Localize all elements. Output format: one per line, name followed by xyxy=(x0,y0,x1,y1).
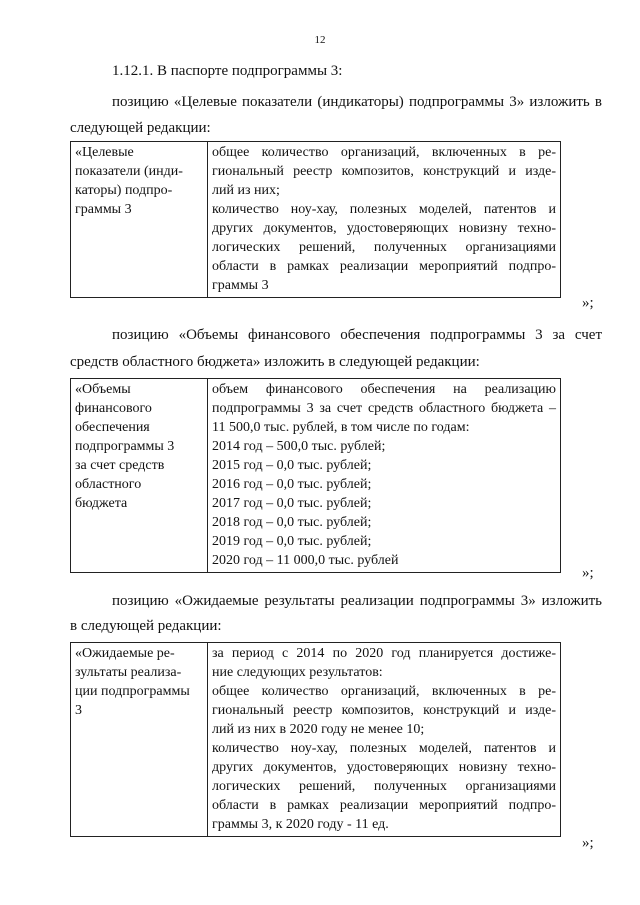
section-2-closing-quote: »; xyxy=(582,565,594,581)
funding-table xyxy=(70,378,561,573)
page-number: 12 xyxy=(314,34,326,46)
indicators-label-cell xyxy=(71,142,208,298)
value-line: общее количество организаций, включенных в ре- xyxy=(212,684,556,699)
label-line: за счет средств xyxy=(75,458,165,473)
label-line: обеспечения xyxy=(75,420,150,435)
value-line: области в рамках реализации мероприятий подпро- xyxy=(212,798,556,813)
section-2-intro-line-2: средств областного бюджета» изложить в следующей редакции: xyxy=(70,354,480,370)
value-line: подпрограммы 3 за счет средств областного бюджета – xyxy=(212,401,556,416)
value-line: 11 500,0 тыс. рублей, в том числе по годам: xyxy=(212,420,470,435)
section-3-intro-line-1: позицию «Ожидаемые результаты реализации подпрограммы 3» изложить xyxy=(112,593,602,609)
value-line: логических решений, полученных организациями xyxy=(212,240,556,255)
label-line: граммы 3 xyxy=(75,202,132,217)
year-line: 2020 год – 11 000,0 тыс. рублей xyxy=(212,553,399,568)
year-line: 2016 год – 0,0 тыс. рублей; xyxy=(212,477,372,492)
value-line: лий из них; xyxy=(212,183,280,198)
label-line: бюджета xyxy=(75,496,128,511)
year-line: 2015 год – 0,0 тыс. рублей; xyxy=(212,458,372,473)
results-table xyxy=(70,642,561,837)
table-row xyxy=(71,643,561,837)
label-line: финансового xyxy=(75,401,152,416)
label-line: 3 xyxy=(75,703,82,718)
table-row xyxy=(71,379,561,573)
results-value-cell xyxy=(208,643,561,837)
value-line: общее количество организаций, включенных в ре- xyxy=(212,145,556,160)
label-line: областного xyxy=(75,477,142,492)
label-line: «Объемы xyxy=(75,382,131,397)
label-line: зультаты реализа- xyxy=(75,665,182,680)
section-3-intro-line-2: в следующей редакции: xyxy=(70,618,222,634)
value-line: лий из них в 2020 году не менее 10; xyxy=(212,722,425,737)
section-1-closing-quote: »; xyxy=(582,295,594,311)
section-1-intro-line-1: позицию «Целевые показатели (индикаторы) подпрограммы 3» изложить в xyxy=(112,94,602,110)
value-line: за период с 2014 по 2020 год планируется достиже- xyxy=(212,646,556,661)
label-line: ции подпрограммы xyxy=(75,684,190,699)
value-line: логических решений, полученных организациями xyxy=(212,779,556,794)
value-line: гиональный реестр композитов, конструкций и изде- xyxy=(212,164,556,179)
value-line: граммы 3, к 2020 году - 11 ед. xyxy=(212,817,389,832)
value-line: других документов, удостоверяющих новизну техно- xyxy=(212,760,556,775)
funding-label-cell xyxy=(71,379,208,573)
indicators-value-cell xyxy=(208,142,561,298)
indicators-table xyxy=(70,141,561,298)
section-1-intro-line-2: следующей редакции: xyxy=(70,120,211,136)
value-line: гиональный реестр композитов, конструкций и изде- xyxy=(212,703,556,718)
year-line: 2018 год – 0,0 тыс. рублей; xyxy=(212,515,372,530)
value-line: ние следующих результатов: xyxy=(212,665,383,680)
label-line: показатели (инди- xyxy=(75,164,183,179)
value-line: объем финансового обеспечения на реализацию xyxy=(212,382,556,397)
section-heading: 1.12.1. В паспорте подпрограммы 3: xyxy=(112,63,343,79)
value-line: количество ноу-хау, полезных моделей, патентов и xyxy=(212,202,556,217)
year-line: 2017 год – 0,0 тыс. рублей; xyxy=(212,496,372,511)
value-line: других документов, удостоверяющих новизну техно- xyxy=(212,221,556,236)
section-3-closing-quote: »; xyxy=(582,835,594,851)
label-line: подпрограммы 3 xyxy=(75,439,175,454)
label-line: «Ожидаемые ре- xyxy=(75,646,175,661)
label-line: «Целевые xyxy=(75,145,134,160)
value-line: области в рамках реализации мероприятий подпро- xyxy=(212,259,556,274)
results-label-cell xyxy=(71,643,208,837)
funding-value-cell xyxy=(208,379,561,573)
label-line: каторы) подпро- xyxy=(75,183,173,198)
value-line: граммы 3 xyxy=(212,278,269,293)
year-line: 2014 год – 500,0 тыс. рублей; xyxy=(212,439,386,454)
table-row xyxy=(71,142,561,298)
year-line: 2019 год – 0,0 тыс. рублей; xyxy=(212,534,372,549)
value-line: количество ноу-хау, полезных моделей, патентов и xyxy=(212,741,556,756)
section-2-intro-line-1: позицию «Объемы финансового обеспечения подпрограммы 3 за счет xyxy=(112,327,602,343)
